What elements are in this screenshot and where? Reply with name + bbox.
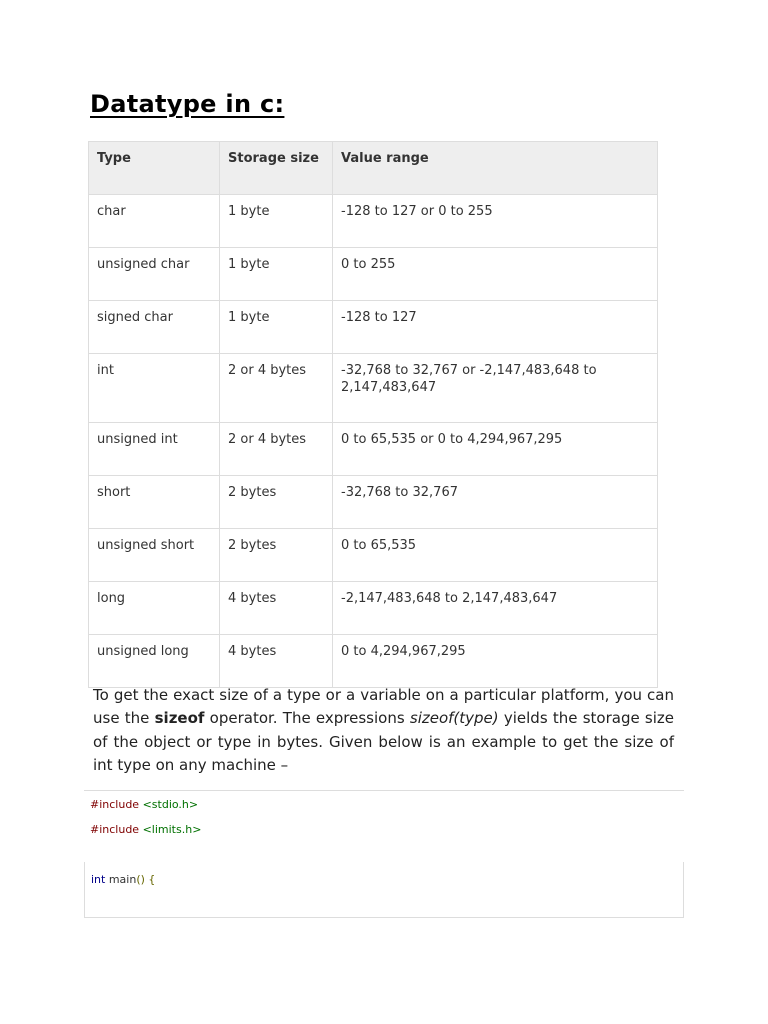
preprocessor-directive: #include <box>90 798 140 811</box>
column-header-type: Type <box>89 142 220 195</box>
table-row <box>89 423 658 476</box>
code-line-main <box>91 873 155 886</box>
value-range-cell: -128 to 127 or 0 to 255 <box>333 195 658 248</box>
value-range-cell: 0 to 255 <box>333 248 658 301</box>
opening-brace: { <box>148 873 156 886</box>
datatype-table <box>88 141 658 688</box>
value-range-cell: 0 to 4,294,967,295 <box>333 635 658 688</box>
storage-size-cell: 4 bytes <box>220 635 333 688</box>
table-row <box>89 635 658 688</box>
table-row <box>89 582 658 635</box>
value-range-cell: 0 to 65,535 <box>333 529 658 582</box>
header-name: <stdio.h> <box>142 798 199 811</box>
type-cell: signed char <box>89 301 220 354</box>
type-cell: short <box>89 476 220 529</box>
storage-size-cell: 2 or 4 bytes <box>220 354 333 423</box>
sizeof-expression: sizeof(type) <box>409 709 499 728</box>
column-header-storage-size: Storage size <box>220 142 333 195</box>
value-range-cell: -32,768 to 32,767 <box>333 476 658 529</box>
type-cell: char <box>89 195 220 248</box>
code-line-include-limits <box>90 823 201 836</box>
type-cell: unsigned int <box>89 423 220 476</box>
sizeof-explanation-paragraph <box>93 684 674 777</box>
paragraph-text: To get the exact size of a type or a variable on a particular platform, you can use the <box>93 686 674 728</box>
table-header-row <box>89 142 658 195</box>
table-row <box>89 248 658 301</box>
storage-size-cell: 2 or 4 bytes <box>220 423 333 476</box>
code-line-include-stdio <box>90 798 198 811</box>
storage-size-cell: 4 bytes <box>220 582 333 635</box>
table-row <box>89 529 658 582</box>
type-cell: unsigned short <box>89 529 220 582</box>
function-name: main <box>108 873 137 886</box>
code-block-main <box>84 862 684 918</box>
value-range-cell: -2,147,483,648 to 2,147,483,647 <box>333 582 658 635</box>
code-block-includes <box>84 790 684 847</box>
page-title: Datatype in c: <box>90 90 285 118</box>
value-range-cell: 0 to 65,535 or 0 to 4,294,967,295 <box>333 423 658 476</box>
type-cell: int <box>89 354 220 423</box>
value-range-cell: -128 to 127 <box>333 301 658 354</box>
return-type: int <box>91 873 106 886</box>
paragraph-text: yields the storage size of the object or type in bytes. Given below is an example to get the size of int type on any machine – <box>93 709 674 774</box>
storage-size-cell: 1 byte <box>220 301 333 354</box>
column-header-value-range: Value range <box>333 142 658 195</box>
table-row <box>89 354 658 423</box>
value-range-cell: -32,768 to 32,767 or -2,147,483,648 to 2,147,483,647 <box>333 354 658 423</box>
preprocessor-directive: #include <box>90 823 140 836</box>
parentheses: () <box>136 873 145 886</box>
table-row <box>89 195 658 248</box>
type-cell: long <box>89 582 220 635</box>
type-cell: unsigned long <box>89 635 220 688</box>
storage-size-cell: 1 byte <box>220 195 333 248</box>
storage-size-cell: 2 bytes <box>220 476 333 529</box>
sizeof-keyword: sizeof <box>154 709 205 728</box>
table-row <box>89 301 658 354</box>
type-cell: unsigned char <box>89 248 220 301</box>
storage-size-cell: 2 bytes <box>220 529 333 582</box>
storage-size-cell: 1 byte <box>220 248 333 301</box>
table-row <box>89 476 658 529</box>
header-name: <limits.h> <box>142 823 202 836</box>
paragraph-text: operator. The expressions <box>204 709 410 728</box>
